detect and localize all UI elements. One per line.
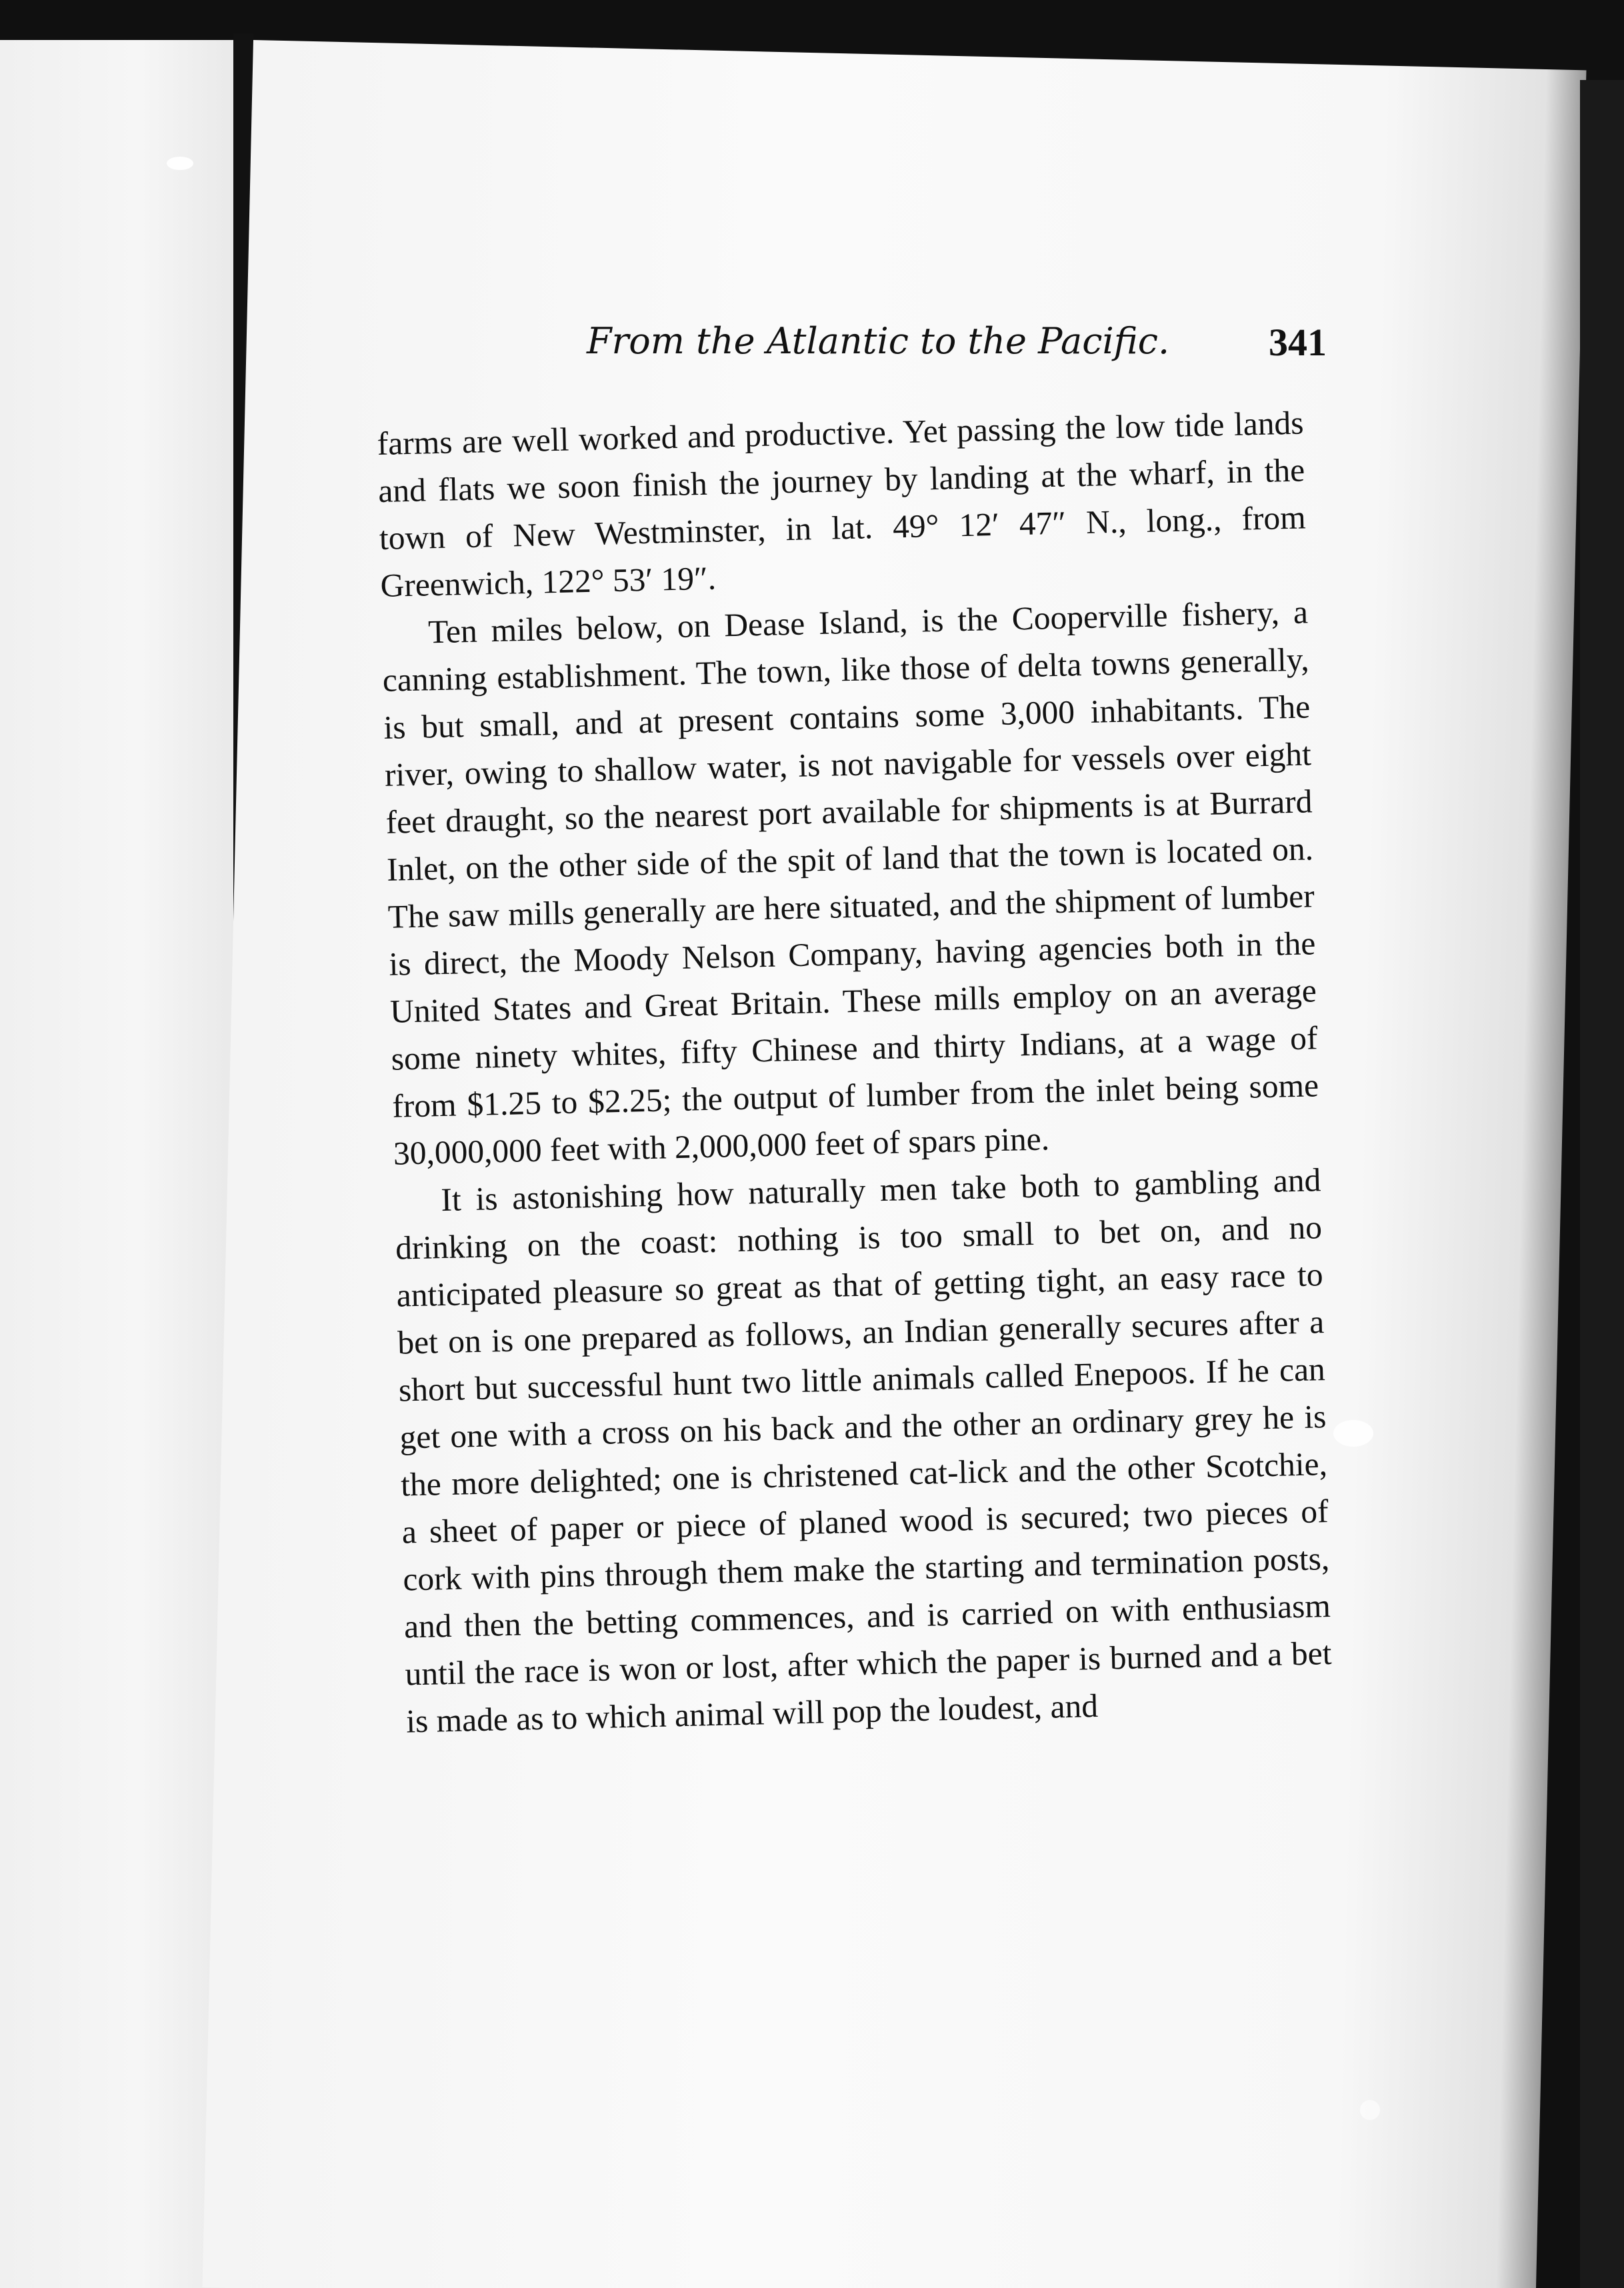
scan-artifact [167,157,193,170]
paragraph: farms are well worked and productive. Yet passing the low tide lands and flats we soon finish the journey by landing at the wharf, in the town of New Westminster, in lat. 49° 12′ 47″ N., long., from Greenwich, 122° 53′ 19″. [377,404,1307,604]
scan-artifact [1333,1420,1373,1447]
facing-page-edge [0,40,233,2288]
paragraph: Ten miles below, on Dease Island, is the Cooperville fishery, a canning establishment. The town, like those of delta towns generally, is but small, and at present contains some 3,000 inhabitants. The river, owing to shallow water, is not navigable for vessels over eight feet draught, so the nearest port available for shipments is at Burrard Inlet, on the other side of the spit of land that the town is located on. The saw mills generally are here situated, and the shipment of lumber is direct, the Moody Nelson Company, having agencies both in the United States and Great Britain. These mills employ on an average some ninety whites, fifty Chinese and thirty Indians, at a wage of from $1.25 to $2.25; the output of lumber from the inlet being some 30,000,000 feet with 2,000,000 feet of spars pine. [382,593,1319,1172]
running-title: From the Atlantic to the Pacific. [587,320,1170,362]
paragraph: It is astonishing how naturally men take both to gambling and drinking on the coast: nothing is too small to bet on, and no anticipated pleasure so great as that of getting tight, an easy race to bet on is one prepared as follows, an Indian generally secures after a short but successful hunt two little animals called Enepoos. If he can get one with a cross on his back and the other an ordinary grey he is the more delighted; one is christened cat-lick and the other Scotchie, a sheet of paper or piece of planed wood is secured; two pieces of cork with pins through them make the starting and termination posts, and then the betting commences, and is carried on with enthusiasm until the race is won or lost, after which the paper is burned and a bet is made as to which animal will pop the loudest, and [395,1161,1332,1740]
page-header [333,320,1333,373]
body-text [377,399,1333,1745]
scan-border [1580,80,1624,2288]
scan-artifact [1360,2100,1380,2120]
page-number: 341 [1269,321,1327,364]
